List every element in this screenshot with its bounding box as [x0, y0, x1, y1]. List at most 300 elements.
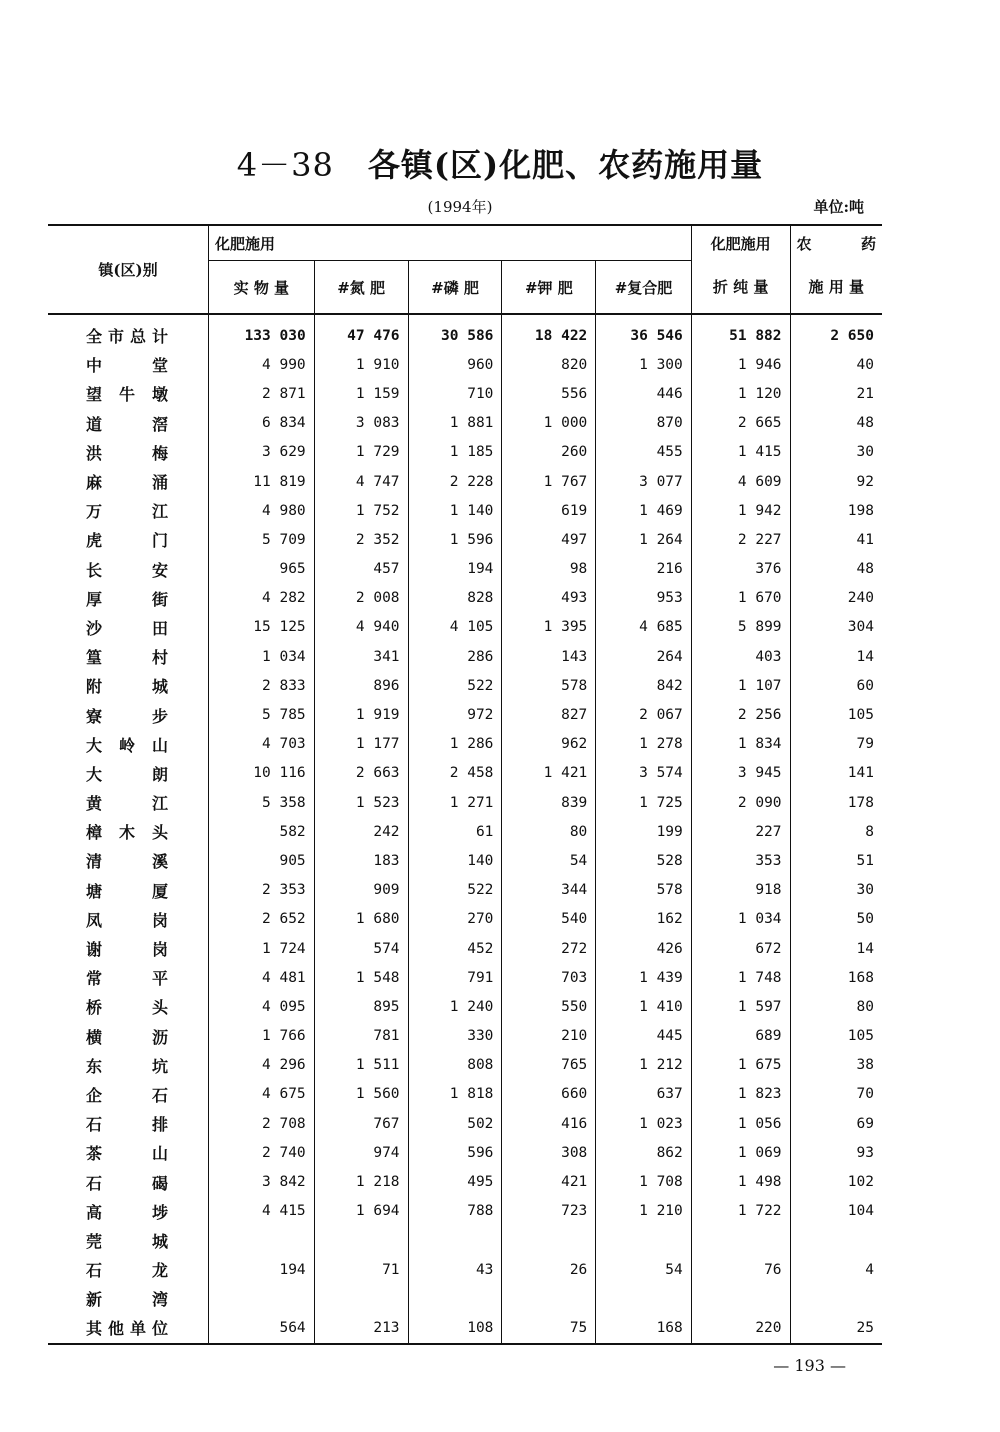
cell-c7: 41 — [856, 531, 874, 548]
cell-c1: 6 834 — [209, 409, 315, 438]
region-name: 企石 — [48, 1080, 209, 1109]
table-row — [48, 671, 882, 700]
region-name: 高埗 — [48, 1197, 209, 1226]
cell-c1 — [209, 1226, 315, 1255]
table-row — [48, 525, 882, 554]
cell-c5: 1 023 — [596, 1109, 691, 1138]
cell-c5: 36 546 — [596, 314, 691, 350]
cell-c1: 3 842 — [209, 1167, 315, 1196]
cell-c3: 1 240 — [408, 992, 502, 1021]
phosphate-header: #磷 肥 — [408, 261, 502, 315]
cell-c6: 1 722 — [691, 1197, 790, 1226]
cell-c6: 3 945 — [691, 759, 790, 788]
region-name: 石排 — [48, 1109, 209, 1138]
cell-c4: 619 — [502, 496, 596, 525]
cell-c7: 48 — [856, 415, 874, 432]
cell-c2: 47 476 — [314, 314, 408, 350]
cell-c1: 2 353 — [209, 876, 315, 905]
region-name: 莞城 — [48, 1226, 209, 1255]
cell-c5: 264 — [596, 642, 691, 671]
cell-c1: 1 724 — [209, 934, 315, 963]
table-row — [48, 1109, 882, 1138]
region-name: 附城 — [48, 671, 209, 700]
cell-c1: 4 296 — [209, 1051, 315, 1080]
cell-c6: 918 — [691, 876, 790, 905]
region-name: 道滘 — [48, 409, 209, 438]
cell-c1: 965 — [209, 555, 315, 584]
cell-c1: 2 652 — [209, 905, 315, 934]
cell-c2: 1 218 — [314, 1167, 408, 1196]
cell-c2: 974 — [314, 1138, 408, 1167]
pesticide-header-top: 农 药 — [790, 225, 882, 261]
cell-c2: 1 159 — [314, 379, 408, 408]
region-name: 寮步 — [48, 700, 209, 729]
cell-c4: 416 — [502, 1109, 596, 1138]
cell-c7: 304 — [847, 619, 874, 636]
cell-c2: 574 — [314, 934, 408, 963]
region-name: 新湾 — [48, 1284, 209, 1313]
cell-c4: 344 — [502, 876, 596, 905]
cell-c3: 286 — [408, 642, 502, 671]
cell-c7: 93 — [856, 1144, 874, 1161]
cell-c7: 168 — [847, 969, 874, 986]
cell-c1: 2 833 — [209, 671, 315, 700]
cell-c7: 141 — [847, 765, 874, 782]
cell-c2: 2 008 — [314, 584, 408, 613]
cell-c2: 183 — [314, 846, 408, 875]
table-row — [48, 1051, 882, 1080]
cell-c2: 1 523 — [314, 788, 408, 817]
cell-c6: 5 899 — [691, 613, 790, 642]
cell-c2: 4 747 — [314, 467, 408, 496]
cell-c1: 2 871 — [209, 379, 315, 408]
table-row — [48, 992, 882, 1021]
cell-c7 — [790, 1284, 882, 1313]
cell-c3: 43 — [408, 1255, 502, 1284]
cell-c6: 1 834 — [691, 730, 790, 759]
cell-c2: 895 — [314, 992, 408, 1021]
table-row — [48, 730, 882, 759]
cell-c1: 3 629 — [209, 438, 315, 467]
cell-c1: 582 — [209, 817, 315, 846]
cell-c5: 168 — [596, 1313, 691, 1343]
region-name: 麻涌 — [48, 467, 209, 496]
cell-c5: 199 — [596, 817, 691, 846]
cell-c6: 2 256 — [691, 700, 790, 729]
table-row — [48, 496, 882, 525]
cell-c3: 522 — [408, 671, 502, 700]
region-name: 石龙 — [48, 1255, 209, 1284]
cell-c2: 909 — [314, 876, 408, 905]
cell-c1: 10 116 — [209, 759, 315, 788]
table-row — [48, 963, 882, 992]
cell-c2: 1 177 — [314, 730, 408, 759]
cell-c1: 4 675 — [209, 1080, 315, 1109]
table-row — [48, 1167, 882, 1196]
cell-c4: 26 — [502, 1255, 596, 1284]
cell-c4: 308 — [502, 1138, 596, 1167]
cell-c1: 5 358 — [209, 788, 315, 817]
cell-c1: 4 980 — [209, 496, 315, 525]
cell-c7: 60 — [856, 677, 874, 694]
table-row — [48, 314, 882, 350]
cell-c1: 4 415 — [209, 1197, 315, 1226]
table-row — [48, 379, 882, 408]
cell-c4: 556 — [502, 379, 596, 408]
table-row — [48, 409, 882, 438]
cell-c2: 1 910 — [314, 350, 408, 379]
cell-c3: 808 — [408, 1051, 502, 1080]
cell-c7: 105 — [847, 1028, 874, 1045]
cell-c5: 3 077 — [596, 467, 691, 496]
cell-c4: 260 — [502, 438, 596, 467]
region-name: 万江 — [48, 496, 209, 525]
cell-c3: 1 271 — [408, 788, 502, 817]
table-row — [48, 642, 882, 671]
cell-c7: 14 — [856, 940, 874, 957]
table-title: 各镇(区)化肥、农药施用量 — [367, 146, 764, 184]
table-row — [48, 1197, 882, 1226]
cell-c6: 1 597 — [691, 992, 790, 1021]
cell-c6: 1 107 — [691, 671, 790, 700]
region-name: 中堂 — [48, 350, 209, 379]
cell-c6: 2 090 — [691, 788, 790, 817]
cell-c5: 1 264 — [596, 525, 691, 554]
cell-c4: 827 — [502, 700, 596, 729]
region-name: 东坑 — [48, 1051, 209, 1080]
cell-c6: 1 069 — [691, 1138, 790, 1167]
cell-c4: 723 — [502, 1197, 596, 1226]
cell-c3: 596 — [408, 1138, 502, 1167]
cell-c3: 1 286 — [408, 730, 502, 759]
cell-c3: 788 — [408, 1197, 502, 1226]
cell-c2: 1 560 — [314, 1080, 408, 1109]
cell-c5: 953 — [596, 584, 691, 613]
cell-c3: 972 — [408, 700, 502, 729]
cell-c1: 11 819 — [209, 467, 315, 496]
table-row — [48, 1226, 882, 1255]
cell-c4: 272 — [502, 934, 596, 963]
table-row — [48, 467, 882, 496]
cell-c3: 140 — [408, 846, 502, 875]
cell-c6: 1 946 — [691, 350, 790, 379]
cell-c4: 703 — [502, 963, 596, 992]
cell-c1: 905 — [209, 846, 315, 875]
region-name: 其他单位 — [48, 1313, 209, 1343]
cell-c1: 4 990 — [209, 350, 315, 379]
cell-c3: 1 818 — [408, 1080, 502, 1109]
cell-c2: 2 663 — [314, 759, 408, 788]
cell-c7 — [790, 1226, 882, 1255]
cell-c7: 92 — [856, 473, 874, 490]
cell-c5: 1 212 — [596, 1051, 691, 1080]
cell-c7: 51 — [856, 852, 874, 869]
cell-c4 — [502, 1226, 596, 1255]
cell-c6: 2 665 — [691, 409, 790, 438]
cell-c5: 870 — [596, 409, 691, 438]
cell-c4: 1 767 — [502, 467, 596, 496]
cell-c2: 781 — [314, 1022, 408, 1051]
region-name: 长安 — [48, 555, 209, 584]
table-row — [48, 1313, 882, 1343]
cell-c3: 108 — [408, 1313, 502, 1343]
cell-c5: 426 — [596, 934, 691, 963]
cell-c2: 457 — [314, 555, 408, 584]
region-name: 黄江 — [48, 788, 209, 817]
cell-c2: 3 083 — [314, 409, 408, 438]
cell-c1: 15 125 — [209, 613, 315, 642]
cell-c6: 76 — [691, 1255, 790, 1284]
cell-c5: 1 725 — [596, 788, 691, 817]
table-row — [48, 905, 882, 934]
cell-c7: 30 — [856, 444, 874, 461]
cell-c7: 14 — [856, 648, 874, 665]
cell-c4: 421 — [502, 1167, 596, 1196]
pure-header-bottom: 折 纯 量 — [691, 261, 790, 315]
region-name: 清溪 — [48, 846, 209, 875]
cell-c3: 270 — [408, 905, 502, 934]
cell-c6 — [691, 1284, 790, 1313]
cell-c5: 637 — [596, 1080, 691, 1109]
cell-c1: 4 282 — [209, 584, 315, 613]
cell-c4: 578 — [502, 671, 596, 700]
pure-header-top: 化肥施用 — [691, 225, 790, 261]
cell-c4: 1 000 — [502, 409, 596, 438]
cell-c1: 4 095 — [209, 992, 315, 1021]
cell-c6: 1 120 — [691, 379, 790, 408]
compound-header: #复合肥 — [596, 261, 691, 315]
cell-c4: 75 — [502, 1313, 596, 1343]
page-number: — 193 — — [773, 1356, 846, 1375]
cell-c4: 210 — [502, 1022, 596, 1051]
cell-c5: 1 469 — [596, 496, 691, 525]
cell-c6: 2 227 — [691, 525, 790, 554]
cell-c6: 227 — [691, 817, 790, 846]
cell-c2: 1 919 — [314, 700, 408, 729]
cell-c5: 1 210 — [596, 1197, 691, 1226]
region-name: 茶山 — [48, 1138, 209, 1167]
region-name: 大岭山 — [48, 730, 209, 759]
region-name: 全市总计 — [48, 314, 209, 350]
cell-c7: 8 — [865, 823, 874, 840]
cell-c6: 376 — [691, 555, 790, 584]
cell-c5: 1 708 — [596, 1167, 691, 1196]
cell-c3 — [408, 1284, 502, 1313]
cell-c3: 2 228 — [408, 467, 502, 496]
cell-c4: 962 — [502, 730, 596, 759]
cell-c2: 1 694 — [314, 1197, 408, 1226]
cell-c4 — [502, 1284, 596, 1313]
cell-c7: 50 — [856, 911, 874, 928]
cell-c1: 4 481 — [209, 963, 315, 992]
cell-c2 — [314, 1226, 408, 1255]
region-name: 常平 — [48, 963, 209, 992]
cell-c3: 828 — [408, 584, 502, 613]
region-name: 沙田 — [48, 613, 209, 642]
region-name: 洪梅 — [48, 438, 209, 467]
cell-c3: 791 — [408, 963, 502, 992]
cell-c3: 502 — [408, 1109, 502, 1138]
cell-c7: 105 — [847, 707, 874, 724]
cell-c5: 578 — [596, 876, 691, 905]
cell-c6: 51 882 — [691, 314, 790, 350]
cell-c7: 104 — [847, 1203, 874, 1220]
cell-c2: 896 — [314, 671, 408, 700]
cell-c1: 194 — [209, 1255, 315, 1284]
cell-c5: 1 439 — [596, 963, 691, 992]
cell-c4: 493 — [502, 584, 596, 613]
table-row — [48, 788, 882, 817]
cell-c1: 5 709 — [209, 525, 315, 554]
cell-c6: 1 056 — [691, 1109, 790, 1138]
cell-c6: 1 034 — [691, 905, 790, 934]
region-name: 虎门 — [48, 525, 209, 554]
cell-c1: 2 740 — [209, 1138, 315, 1167]
cell-c4: 765 — [502, 1051, 596, 1080]
cell-c6: 672 — [691, 934, 790, 963]
cell-c6: 1 498 — [691, 1167, 790, 1196]
region-name: 樟木头 — [48, 817, 209, 846]
cell-c3: 30 586 — [408, 314, 502, 350]
cell-c7: 4 — [865, 1261, 874, 1278]
cell-c1: 564 — [209, 1313, 315, 1343]
cell-c5: 54 — [596, 1255, 691, 1284]
cell-c7: 240 — [847, 590, 874, 607]
cell-c6: 1 823 — [691, 1080, 790, 1109]
nitrogen-header: #氮 肥 — [314, 261, 408, 315]
table-row — [48, 584, 882, 613]
cell-c7: 40 — [856, 356, 874, 373]
cell-c1: 1 766 — [209, 1022, 315, 1051]
cell-c5 — [596, 1226, 691, 1255]
table-row — [48, 555, 882, 584]
cell-c7: 2 650 — [830, 327, 874, 344]
cell-c5: 445 — [596, 1022, 691, 1051]
cell-c2: 1 752 — [314, 496, 408, 525]
cell-c6: 689 — [691, 1022, 790, 1051]
cell-c3: 1 596 — [408, 525, 502, 554]
region-name: 凤岗 — [48, 905, 209, 934]
cell-c2: 1 511 — [314, 1051, 408, 1080]
cell-c2: 1 729 — [314, 438, 408, 467]
cell-c6: 1 415 — [691, 438, 790, 467]
cell-c7: 70 — [856, 1086, 874, 1103]
cell-c7: 21 — [856, 385, 874, 402]
cell-c4: 98 — [502, 555, 596, 584]
table-number: 4－38 — [236, 146, 334, 184]
cell-c7: 198 — [847, 502, 874, 519]
cell-c5: 842 — [596, 671, 691, 700]
cell-c3: 710 — [408, 379, 502, 408]
cell-c5: 162 — [596, 905, 691, 934]
cell-c6: 1 675 — [691, 1051, 790, 1080]
cell-c3: 522 — [408, 876, 502, 905]
year-label: (1994年) — [427, 198, 493, 216]
cell-c6: 1 942 — [691, 496, 790, 525]
cell-c6: 353 — [691, 846, 790, 875]
cell-c2: 213 — [314, 1313, 408, 1343]
cell-c4: 54 — [502, 846, 596, 875]
table-row — [48, 876, 882, 905]
cell-c5: 1 410 — [596, 992, 691, 1021]
cell-c7: 178 — [847, 794, 874, 811]
region-name: 谢岗 — [48, 934, 209, 963]
cell-c5: 216 — [596, 555, 691, 584]
region-name: 望牛墩 — [48, 379, 209, 408]
cell-c6: 1 670 — [691, 584, 790, 613]
cell-c5: 3 574 — [596, 759, 691, 788]
cell-c5: 1 300 — [596, 350, 691, 379]
cell-c4: 80 — [502, 817, 596, 846]
cell-c7: 69 — [856, 1115, 874, 1132]
cell-c4: 550 — [502, 992, 596, 1021]
cell-c3: 1 140 — [408, 496, 502, 525]
cell-c7: 48 — [856, 561, 874, 578]
row-header: 镇(区)别 — [48, 225, 209, 314]
unit-label: 单位:吨 — [813, 198, 864, 216]
cell-c7: 102 — [847, 1174, 874, 1191]
cell-c3: 2 458 — [408, 759, 502, 788]
cell-c6: 403 — [691, 642, 790, 671]
cell-c3 — [408, 1226, 502, 1255]
cell-c4: 1 395 — [502, 613, 596, 642]
cell-c4: 660 — [502, 1080, 596, 1109]
cell-c2: 4 940 — [314, 613, 408, 642]
cell-c2 — [314, 1284, 408, 1313]
cell-c6: 4 609 — [691, 467, 790, 496]
cell-c1: 1 034 — [209, 642, 315, 671]
cell-c1 — [209, 1284, 315, 1313]
cell-c3: 1 881 — [408, 409, 502, 438]
cell-c1: 2 708 — [209, 1109, 315, 1138]
cell-c2: 1 680 — [314, 905, 408, 934]
cell-c1: 4 703 — [209, 730, 315, 759]
cell-c2: 767 — [314, 1109, 408, 1138]
cell-c4: 497 — [502, 525, 596, 554]
cell-c5: 446 — [596, 379, 691, 408]
cell-c7: 25 — [790, 1313, 882, 1343]
cell-c6: 1 748 — [691, 963, 790, 992]
table-row — [48, 700, 882, 729]
table-row — [48, 1138, 882, 1167]
cell-c1: 133 030 — [209, 314, 315, 350]
cell-c4: 1 421 — [502, 759, 596, 788]
region-name: 篁村 — [48, 642, 209, 671]
physical-header: 实 物 量 — [209, 261, 315, 315]
cell-c3: 1 185 — [408, 438, 502, 467]
cell-c5: 2 067 — [596, 700, 691, 729]
table-row — [48, 350, 882, 379]
cell-c2: 2 352 — [314, 525, 408, 554]
cell-c4: 839 — [502, 788, 596, 817]
table-row — [48, 1255, 882, 1284]
cell-c3: 495 — [408, 1167, 502, 1196]
fertilizer-pesticide-table — [48, 224, 882, 1345]
table-row — [48, 1284, 882, 1313]
region-name: 桥头 — [48, 992, 209, 1021]
cell-c3: 960 — [408, 350, 502, 379]
table-row — [48, 438, 882, 467]
cell-c2: 71 — [314, 1255, 408, 1284]
region-name: 石碣 — [48, 1167, 209, 1196]
cell-c5: 1 278 — [596, 730, 691, 759]
cell-c4: 820 — [502, 350, 596, 379]
cell-c3: 4 105 — [408, 613, 502, 642]
cell-c5: 455 — [596, 438, 691, 467]
cell-c2: 242 — [314, 817, 408, 846]
cell-c5: 528 — [596, 846, 691, 875]
cell-c7: 38 — [856, 1057, 874, 1074]
